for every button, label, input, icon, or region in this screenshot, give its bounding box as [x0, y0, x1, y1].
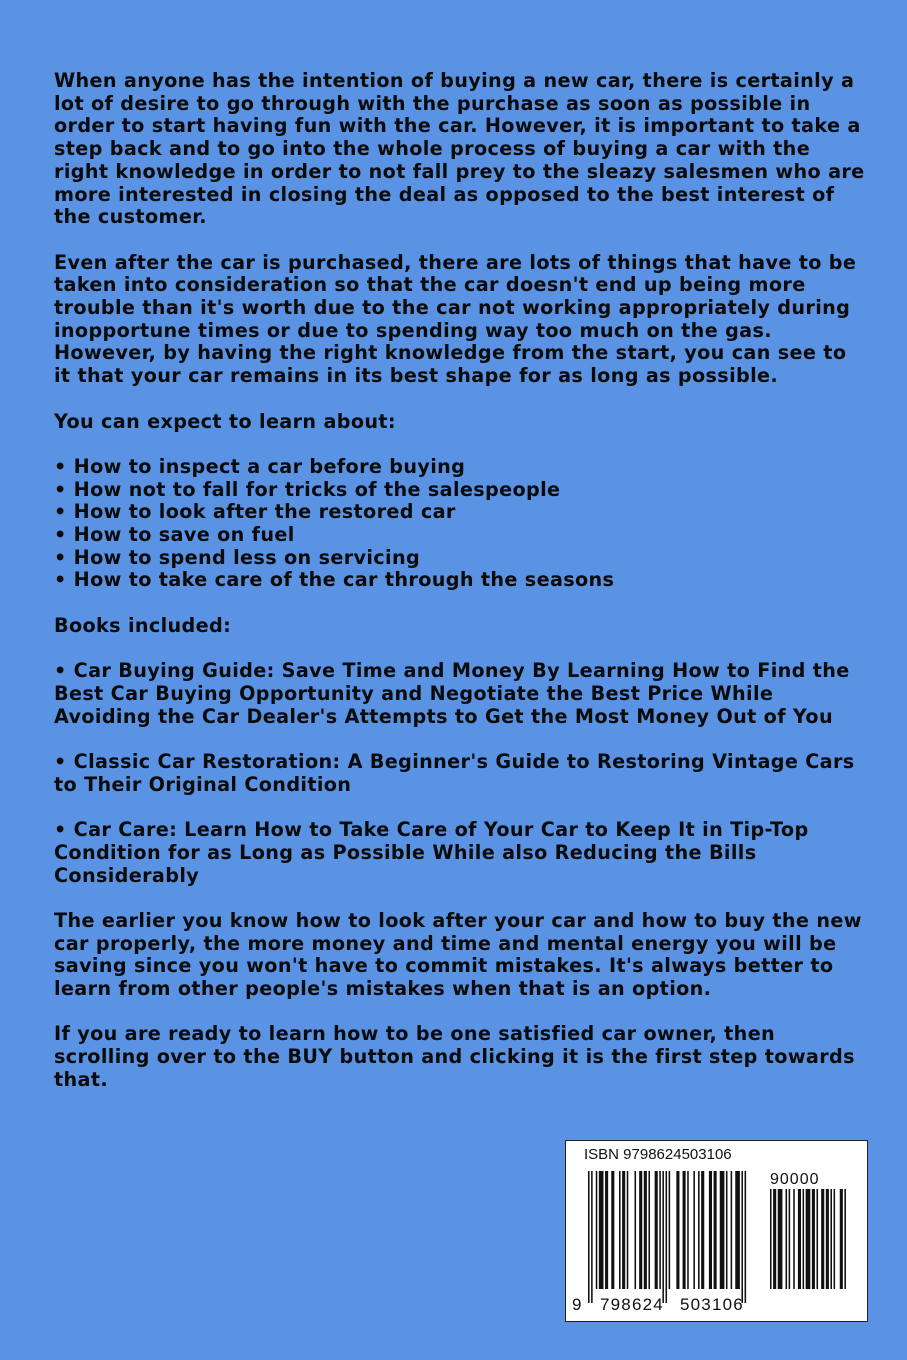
intro-paragraph-1: When anyone has the intention of buying a new car, there is certainly a lot of desire to go through with the purchase as soon as possible in order to start having fun with the car. However, it is important to take a step back and to go into the whole process of buying a car with the right knowledge in order to not fall prey to the sleazy salesmen who are more interested in closing the deal as opposed to the best interest of the customer.	[54, 69, 865, 229]
closing-paragraph-1: The earlier you know how to look after your car and how to buy the new car properly, the more money and time and mental energy you will be saving since you won't have to commit mistakes. It's always better to learn from other people's mistakes when that is an option.	[54, 908, 862, 1000]
list-item-text: How to save on fuel	[73, 523, 295, 547]
barcode-bar	[726, 1171, 728, 1289]
barcode-bar	[588, 1171, 590, 1303]
barcode-bars	[588, 1171, 753, 1309]
book-entry	[54, 660, 869, 728]
list-item	[54, 479, 869, 502]
bullet-icon: •	[54, 659, 67, 683]
book-title: Car Buying Guide: Save Time and Money By Learning How to Find the Best Car Buying Opportunity and Negotiate the Best Price While Avoiding the Car Dealer's Attempts to Get the Most Money Out of You	[54, 659, 850, 728]
barcode-bar	[687, 1171, 689, 1289]
barcode-bar	[834, 1189, 836, 1289]
books-heading: Books included:	[54, 613, 232, 637]
barcode-bar	[693, 1171, 695, 1289]
barcode-bar	[793, 1189, 795, 1289]
isbn-barcode	[565, 1140, 868, 1322]
barcode-bar	[619, 1171, 621, 1289]
list-item-text: How not to fall for tricks of the salespeople	[73, 477, 561, 501]
barcode-bar	[701, 1171, 704, 1289]
barcode-bar	[714, 1171, 717, 1289]
barcode-bar	[798, 1189, 801, 1289]
barcode-bar	[741, 1171, 743, 1303]
barcode-bar	[662, 1171, 664, 1303]
barcode-bar	[669, 1171, 671, 1289]
barcode-bar	[648, 1171, 650, 1289]
barcode-bar	[709, 1171, 712, 1289]
list-item-text: How to look after the restored car	[73, 500, 456, 524]
barcode-bar	[698, 1171, 700, 1289]
barcode-bar	[611, 1171, 614, 1289]
barcode-bar	[627, 1171, 629, 1289]
bullet-icon: •	[54, 818, 67, 842]
bullet-icon: •	[54, 477, 67, 501]
bullet-icon: •	[54, 568, 67, 592]
barcode-bar	[639, 1171, 642, 1289]
barcode-bar	[591, 1171, 593, 1303]
barcode-bar	[786, 1189, 788, 1289]
list-item	[54, 501, 869, 524]
barcode-bar	[817, 1189, 819, 1289]
learn-list	[54, 456, 869, 592]
barcode-bar	[806, 1189, 811, 1289]
barcode-bar	[655, 1171, 658, 1289]
barcode-bar	[745, 1171, 747, 1303]
barcode-bar	[789, 1189, 791, 1289]
barcode-bar	[773, 1189, 776, 1289]
barcode-bar	[844, 1189, 846, 1289]
barcode-bar	[635, 1171, 637, 1289]
back-cover-description	[54, 70, 869, 1114]
barcode-bar	[605, 1171, 608, 1289]
list-item	[54, 547, 869, 570]
barcode-bar	[596, 1171, 598, 1289]
bullet-icon: •	[54, 523, 67, 547]
learn-heading: You can expect to learn about:	[54, 409, 396, 433]
bullet-icon: •	[54, 500, 67, 524]
barcode-bar	[840, 1189, 843, 1289]
barcode-bar	[599, 1171, 604, 1289]
barcode-left-digits: 798624	[600, 1295, 664, 1314]
barcode-bar	[622, 1171, 625, 1289]
book-entry	[54, 819, 869, 887]
barcode-bar	[683, 1171, 686, 1289]
barcode-bar	[778, 1189, 783, 1289]
barcode-bar	[720, 1171, 725, 1289]
barcode-bar	[644, 1171, 647, 1289]
list-item-text: How to take care of the car through the seasons	[73, 568, 615, 592]
barcode-bar	[735, 1171, 740, 1289]
bullet-icon: •	[54, 545, 67, 569]
list-item-text: How to inspect a car before buying	[73, 454, 466, 478]
barcode-bar	[770, 1189, 772, 1289]
barcode-bar	[830, 1189, 832, 1289]
barcode-bar	[826, 1189, 829, 1289]
book-title: Classic Car Restoration: A Beginner's Guide to Restoring Vintage Cars to Their Original Condition	[54, 750, 855, 796]
book-title: Car Care: Learn How to Take Care of Your Car to Keep It in Tip-Top Condition for as Long as Possible While also Reducing the Bills Considerably	[54, 818, 809, 887]
barcode-bar	[676, 1171, 679, 1289]
list-item	[54, 524, 869, 547]
intro-paragraph-2: Even after the car is purchased, there are lots of things that have to be taken into consideration so that the car doesn't end up being more trouble than it's worth due to the car not working appropriately during inopportune times or due to spending way too much on the gas. However, by having the right knowledge from the start, you can see to it that your car remains in its best shape for as long as possible.	[54, 250, 857, 388]
bullet-icon: •	[54, 454, 67, 478]
barcode-bar	[812, 1189, 815, 1289]
list-item	[54, 456, 869, 479]
barcode-first-digit: 9	[572, 1295, 582, 1314]
barcode-bar	[803, 1189, 805, 1289]
barcode-bar	[731, 1171, 733, 1289]
addon-barcode-bars	[770, 1189, 846, 1301]
closing-paragraph-2: If you are ready to learn how to be one satisfied car owner, then scrolling over to the BUY button and clicking it is the first step towards that.	[54, 1022, 855, 1091]
isbn-label: ISBN 9798624503106	[584, 1146, 732, 1163]
bullet-icon: •	[54, 750, 67, 773]
barcode-bar	[821, 1189, 824, 1289]
price-code: 90000	[770, 1171, 820, 1188]
barcode-bar	[659, 1171, 661, 1289]
list-item-text: How to spend less on servicing	[73, 545, 421, 569]
barcode-bar	[666, 1171, 668, 1303]
barcode-right-digits: 503106	[680, 1295, 744, 1314]
list-item	[54, 569, 869, 592]
book-entry	[54, 751, 869, 796]
